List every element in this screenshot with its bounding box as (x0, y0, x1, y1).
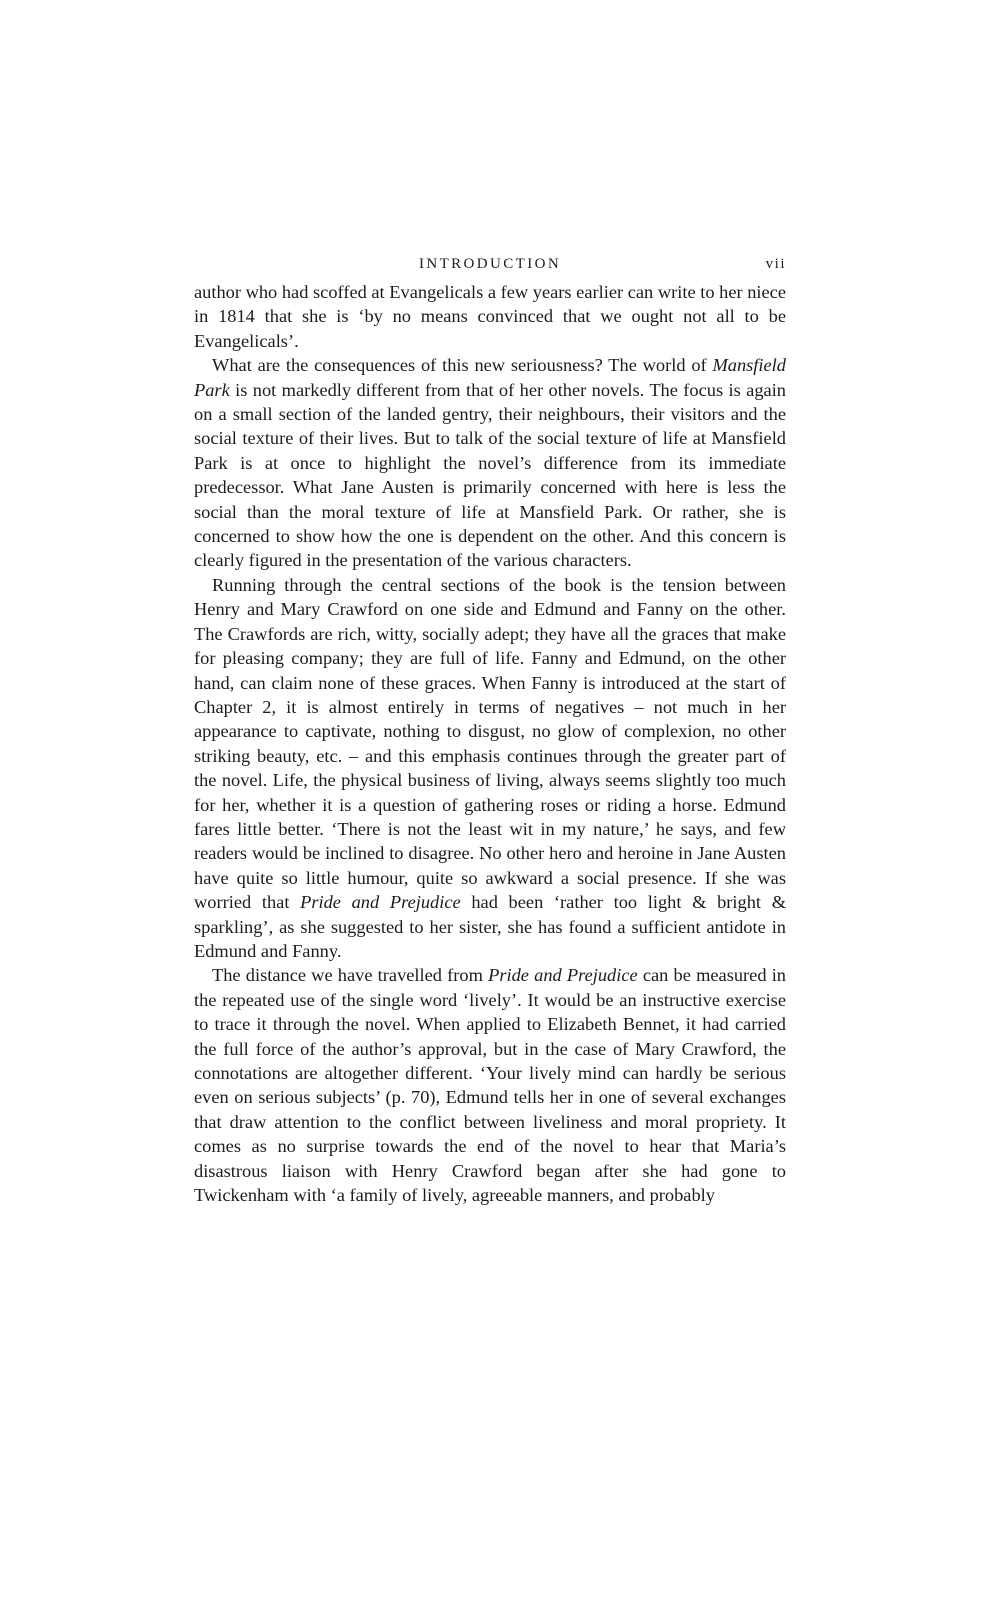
book-title-italic: Pride and Prejudice (488, 965, 638, 986)
body-text (194, 280, 786, 1207)
book-page (194, 254, 786, 1207)
text-segment: What are the consequences of this new seriousness? The world of (212, 355, 713, 376)
text-segment: The distance we have travelled from (212, 965, 489, 986)
running-title: INTRODUCTION (418, 256, 562, 272)
paragraph (194, 353, 786, 573)
text-segment: can be measured in the repeated use of the single word ‘lively’. It would be an instructive exercise to trace it through the novel. When applied to Elizabeth Bennet, it had carried the full force of the author’s approval, but in the case of Mary Crawford, the connotations are altogether different. ‘Your lively mind can hardly be serious even on serious subjects’ (p. 70), Edmund tells her in one of several exchanges that draw attention to the conflict between liveliness and moral propriety. It comes as no surprise towards the end of the novel to hear that Maria’s disastrous liaison with Henry Crawford began after she had gone to Twickenham with ‘a family of lively, agreeable manners, and probably (194, 965, 787, 1206)
text-segment: Running through the central sections of the book is the tension between Henry and Mary Crawford on one side and Edmund and Fanny on the other. The Crawfords are rich, witty, socially adept; they have all the graces that make for pleasing company; they are full of life. Fanny and Edmund, on the other hand, can claim none of these graces. When Fanny is introduced at the start of Chapter 2, it is almost entirely in terms of negatives – not much in her appearance to captivate, nothing to disgust, no glow of complexion, no other striking beauty, etc. – and this emphasis continues through the greater part of the novel. Life, the physical business of living, always seems slightly too much for her, whether it is a question of gathering roses or riding a horse. Edmund fares little better. ‘There is not the least wit in my nature,’ he says, and few readers would be inclined to disagree. No other hero and heroine in Jane Austen have quite so little humour, quite so awkward a social presence. If she was worried that (194, 574, 786, 913)
page-number: vii (765, 256, 786, 272)
text-segment: is not markedly different from that of her other novels. The focus is again on a small section of the landed gentry, their neighbours, their visitors and the social texture of their lives. But to talk of the social texture of life at Mansfield Park is at once to highlight the novel’s difference from its immediate predecessor. What Jane Austen is primarily concerned with here is less the social than the moral texture of life at Mansfield Park. Or rather, she is concerned to show how the one is dependent on the other. And this concern is clearly figured in the presentation of the various characters. (194, 379, 786, 571)
book-title-italic: Mansfield Park (194, 355, 786, 400)
running-head (194, 254, 786, 278)
paragraph-continued (194, 280, 786, 353)
text-segment: author who had scoffed at Evangelicals a few years earlier can write to her niece in 1814 that she is ‘by no means convinced that we ought not all to be Evangelicals’. (194, 282, 786, 351)
paragraph (194, 573, 786, 964)
book-title-italic: Pride and Prejudice (300, 892, 461, 913)
text-segment: had been ‘rather too light & bright & sparkling’, as she suggested to her sister, she has found a sufficient antidote in Edmund and Fanny. (194, 892, 786, 961)
paragraph (194, 963, 786, 1207)
